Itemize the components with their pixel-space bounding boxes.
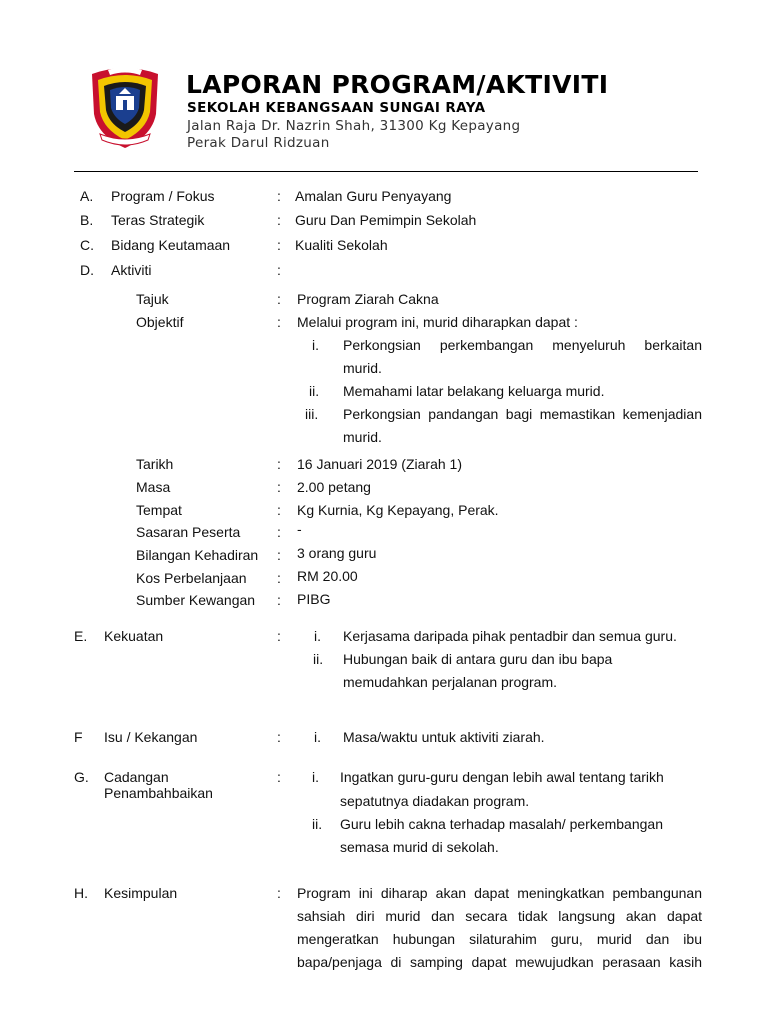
masa-label: Masa	[136, 479, 171, 495]
masa-value: 2.00 petang	[297, 479, 371, 495]
section-d-letter: D.	[80, 262, 94, 278]
bilangan-value: 3 orang guru	[297, 545, 377, 561]
isu-item-line: Masa/waktu untuk aktiviti ziarah.	[343, 729, 545, 745]
sumber-value: PIBG	[297, 591, 331, 607]
report-title: LAPORAN PROGRAM/AKTIVITI	[186, 70, 609, 99]
cadangan-item-num: i.	[312, 769, 319, 785]
objektif-item-line: Perkongsian pandangan bagi memastikan kemenjadian	[343, 406, 702, 422]
sumber-label: Sumber Kewangan	[136, 592, 256, 608]
objektif-intro: Melalui program ini, murid diharapkan dapat :	[297, 314, 578, 330]
cadangan-item-line: sepatutnya diadakan program.	[340, 793, 530, 809]
section-b-letter: B.	[80, 212, 94, 228]
kos-label: Kos Perbelanjaan	[136, 570, 247, 586]
tempat-label: Tempat	[136, 502, 182, 518]
kesimpulan-line: sahsiah diri murid dan secara tidak langsung akan dapat	[297, 908, 702, 924]
tarikh-colon: :	[277, 456, 281, 472]
section-e-label: Kekuatan	[104, 628, 164, 644]
objektif-item-line: murid.	[343, 360, 382, 376]
bilangan-label: Bilangan Kehadiran	[136, 547, 259, 563]
school-address-line2: Perak Darul Ridzuan	[187, 135, 330, 151]
objektif-item-line: murid.	[343, 429, 382, 445]
tajuk-value: Program Ziarah Cakna	[297, 291, 439, 307]
kekuatan-item-line: memudahkan perjalanan program.	[343, 674, 558, 690]
tarikh-label: Tarikh	[136, 456, 174, 472]
kekuatan-item-num: i.	[314, 628, 321, 644]
objektif-item-num: iii.	[305, 406, 319, 422]
kos-colon: :	[277, 570, 281, 586]
cadangan-item-line: semasa murid di sekolah.	[340, 839, 499, 855]
section-a-label: Program / Fokus	[111, 188, 215, 204]
tajuk-colon: :	[277, 291, 281, 307]
tempat-colon: :	[277, 502, 281, 518]
section-d-colon: :	[277, 262, 281, 278]
cadangan-item-line: Ingatkan guru-guru dengan lebih awal tentang tarikh	[340, 769, 664, 785]
section-c-value: Kualiti Sekolah	[295, 237, 388, 253]
isu-item-num: i.	[314, 729, 321, 745]
tempat-value: Kg Kurnia, Kg Kepayang, Perak.	[297, 502, 499, 518]
masa-colon: :	[277, 479, 281, 495]
section-h-label: Kesimpulan	[104, 885, 178, 901]
section-a-letter: A.	[80, 188, 94, 204]
sumber-colon: :	[277, 592, 281, 608]
section-g-label-line2: Penambahbaikan	[104, 785, 213, 801]
section-h-colon: :	[277, 885, 281, 901]
objektif-colon: :	[277, 314, 281, 330]
kekuatan-item-line: Kerjasama daripada pihak pentadbir dan semua guru.	[343, 628, 677, 644]
section-c-letter: C.	[80, 237, 94, 253]
section-c-label: Bidang Keutamaan	[111, 237, 231, 253]
school-crest-logo	[86, 64, 164, 150]
section-g-letter: G.	[74, 769, 89, 785]
objektif-item-line: Perkongsian perkembangan menyeluruh berkaitan	[343, 337, 702, 353]
section-d-label: Aktiviti	[111, 262, 152, 278]
objektif-item-num: ii.	[309, 383, 320, 399]
header-divider	[74, 171, 698, 172]
sasaran-colon: :	[277, 524, 281, 540]
cadangan-item-line: Guru lebih cakna terhadap masalah/ perkembangan	[340, 816, 663, 832]
kekuatan-item-line: Hubungan baik di antara guru dan ibu bapa	[343, 651, 613, 667]
objektif-item	[343, 334, 702, 380]
section-f-letter: F	[74, 729, 83, 745]
objektif-item-line: Memahami latar belakang keluarga murid.	[343, 383, 605, 399]
kesimpulan-line: Program ini diharap akan dapat meningkatkan pembangunan	[297, 885, 702, 901]
section-g-colon: :	[277, 769, 281, 785]
section-e-colon: :	[277, 628, 281, 644]
section-a-colon: :	[277, 188, 281, 204]
bilangan-colon: :	[277, 547, 281, 563]
objektif-label: Objektif	[136, 314, 184, 330]
objektif-item	[343, 403, 702, 449]
objektif-item-num: i.	[312, 337, 319, 353]
school-address-line1: Jalan Raja Dr. Nazrin Shah, 31300 Kg Kepayang	[187, 118, 521, 134]
kesimpulan-line: bapa/penjaga di samping dapat mewujudkan perasaan kasih	[297, 954, 702, 970]
sasaran-value: -	[297, 521, 302, 537]
kos-value: RM 20.00	[297, 568, 358, 584]
tarikh-value: 16 Januari 2019 (Ziarah 1)	[297, 456, 462, 472]
section-b-colon: :	[277, 212, 281, 228]
school-name: SEKOLAH KEBANGSAAN SUNGAI RAYA	[187, 100, 486, 116]
kesimpulan-paragraph	[297, 882, 702, 974]
cadangan-item-num: ii.	[312, 816, 323, 832]
section-g-label-line1: Cadangan	[104, 769, 169, 785]
kekuatan-item-num: ii.	[313, 651, 324, 667]
sasaran-label: Sasaran Peserta	[136, 524, 241, 540]
section-h-letter: H.	[74, 885, 88, 901]
tajuk-label: Tajuk	[136, 291, 169, 307]
section-b-value: Guru Dan Pemimpin Sekolah	[295, 212, 477, 228]
section-f-label: Isu / Kekangan	[104, 729, 198, 745]
kesimpulan-line: mengeratkan hubungan silaturahim guru, murid dan ibu	[297, 931, 702, 947]
section-e-letter: E.	[74, 628, 88, 644]
section-b-label: Teras Strategik	[111, 212, 205, 228]
section-c-colon: :	[277, 237, 281, 253]
section-f-colon: :	[277, 729, 281, 745]
section-a-value: Amalan Guru Penyayang	[295, 188, 452, 204]
